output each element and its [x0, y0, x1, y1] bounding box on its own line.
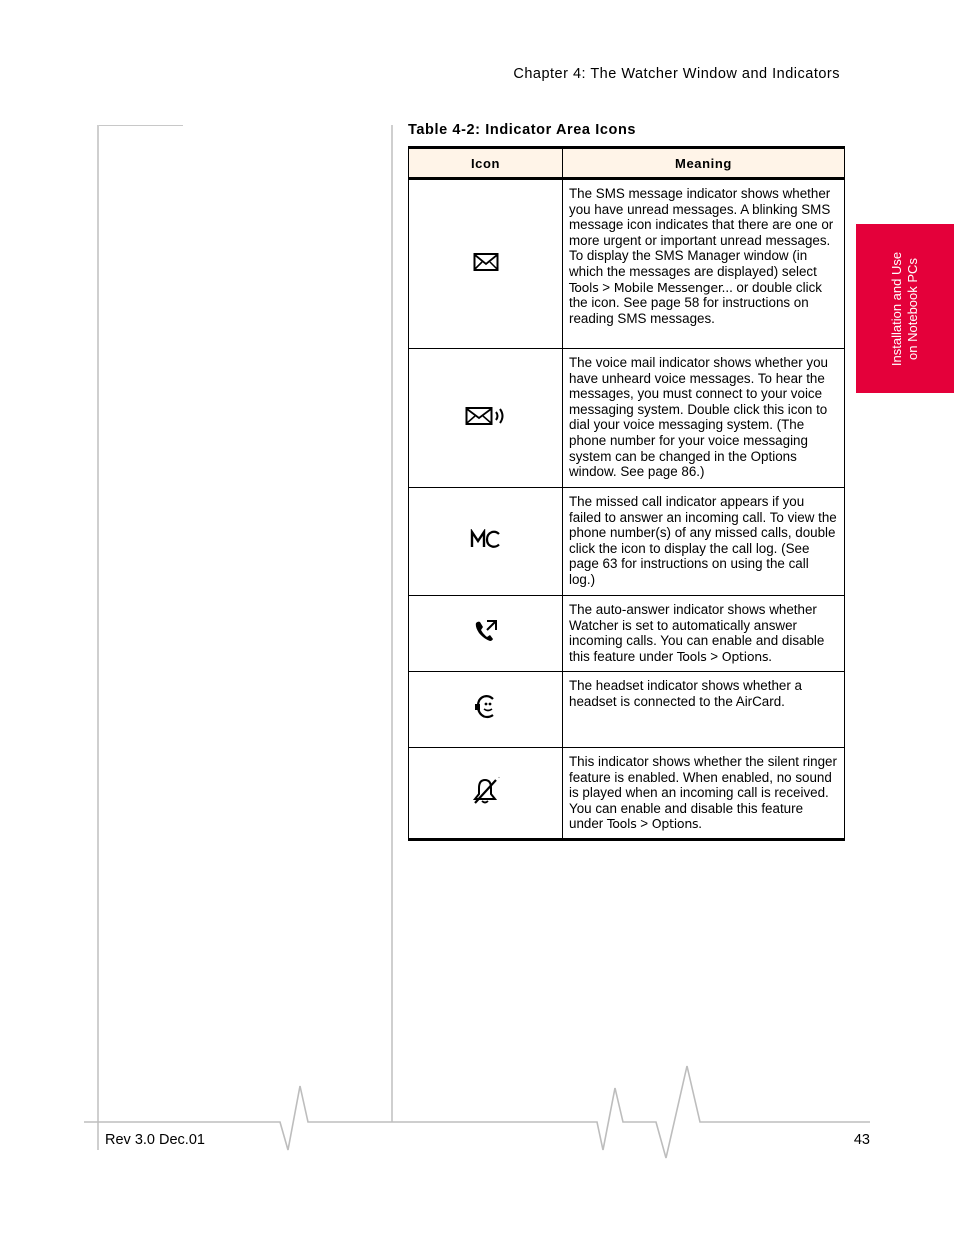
menu-reference: Tools [606, 816, 637, 832]
menu-reference: Mobile Messenger... [613, 279, 733, 295]
meaning-cell: The auto-answer indicator shows whether Watcher is set to automatically answer incoming calls. You can enable and disable this feature under Tools > Options. [563, 596, 845, 672]
menu-reference: Tools [676, 648, 707, 664]
column-header-icon: Icon [409, 148, 563, 179]
side-tab-line-2: on Notebook PCs [905, 257, 920, 360]
menu-reference: Tools [569, 279, 599, 295]
menu-reference: Options [651, 816, 699, 832]
meaning-cell: The voice mail indicator shows whether you have unheard voice messages. To hear the messages, you must connect to your voice messaging system. Double click this icon to dial your voice messaging system. (The phone number for your voice messaging system can be changed in the Options window. See page 86.) [563, 349, 845, 488]
side-tab-line-1: Installation and Use [889, 251, 904, 366]
column-header-meaning: Meaning [563, 148, 845, 179]
revision-label: Rev 3.0 Dec.01 [105, 1132, 205, 1148]
table-title: Table 4-2: Indicator Area Icons [408, 122, 637, 138]
meaning-cell: The headset indicator shows whether a headset is connected to the AirCard. [563, 672, 845, 748]
menu-reference: Options [721, 648, 769, 664]
page-number: 43 [853, 1132, 870, 1148]
meaning-cell: This indicator shows whether the silent ringer feature is enabled. When enabled, no sound is played when an incoming call is received. You can enable and disable this feature under Tools > Options. [563, 748, 845, 840]
meaning-cell: The missed call indicator appears if you failed to answer an incoming call. To view the phone number(s) of any missed calls, double click the icon to display the call log. (See page 63 for instructions on using the call log.) [563, 488, 845, 596]
meaning-cell: The SMS message indicator shows whether you have unread messages. A blinking SMS message icon indicates that there are one or more urgent or important unread messages. To display the SMS Manager window (in which the messages are displayed) select Tools > Mobile Messenger... or double click the icon. See page 58 for instructions on reading SMS messages. [563, 179, 845, 349]
chapter-header: Chapter 4: The Watcher Window and Indicators [513, 66, 840, 82]
